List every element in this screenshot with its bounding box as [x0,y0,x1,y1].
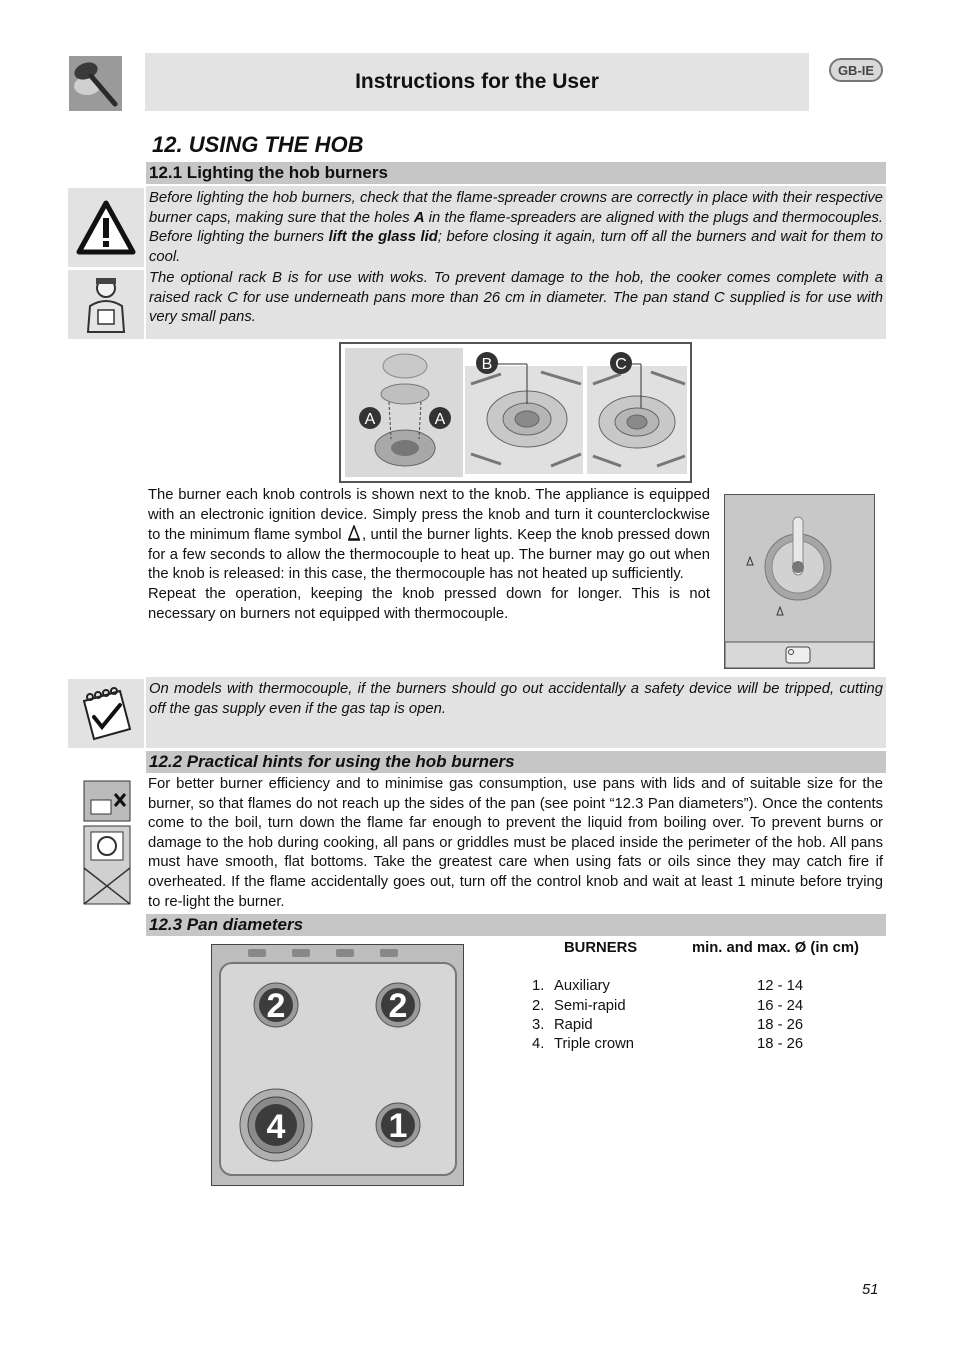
header-bar [145,53,809,111]
notepad-check-icon [76,685,136,743]
technician-icon-box [68,270,144,339]
label-c: C [615,356,627,373]
hob-diagram [211,944,464,1186]
hob-label-1: 2 [266,987,286,1025]
warning-text: Before lighting the hob burners, check that the flame-spreader crowns are correctly in place with their respective burner caps, making sure that the holes A in the flame-spreaders are aligned with the plugs and thermocouples. Before lighting the burners lift the glass lid; before closing it again, turn off all the burners and wait for them to cool. [146,186,886,267]
min-flame-symbol-icon [347,525,361,541]
hints-text: For better burner efficiency and to minimise gas consumption, use pans with lids and of suitable size for the burner, so that flames do not reach up the sides of the pan (see point “12.3 Pan diameters”). Once the contents come to the boil, turn down the flame far enough to prevent the liquid from boiling over. To prevent burns or damage to the hob during cooking, all pans or griddles must be placed inside the perimeter of the hob. All pans must have smooth, flat bottoms. Take the greatest care when using fats or oils since they may catch fire if overheated. If the flame accidentally goes out, turn off the control knob and wait at least 1 minute before trying to re-light the burner. [148,776,883,910]
note-icon-box [68,679,144,748]
hob-label-2: 2 [388,987,408,1025]
header-title: Instructions for the User [355,70,599,93]
chef-spoon-logo-icon [69,56,122,111]
burner-name: Rapid [554,1017,593,1033]
burner-name: Triple crown [554,1036,635,1052]
burner-name: Semi-rapid [554,998,626,1014]
col-burners: BURNERS [564,940,638,956]
table-row: 1. [532,978,545,994]
warning-triangle-icon [76,200,136,256]
control-knob-figure [724,494,875,669]
burner-name: Auxiliary [554,978,610,994]
burner-range: 16 - 24 [757,998,804,1014]
col-range: min. and max. Ø (in cm) [692,940,859,956]
heading-12-2: 12.2 Practical hints for using the hob burners [146,751,886,773]
label-b: B [481,356,493,373]
tip-text: The optional rack B is for use with woks. To prevent damage to the hob, the cooker comes complete with a raised rack C for use underneath pans more than 26 cm in diameter. The pan stand C supplied is for use with very small pans. [146,266,886,339]
thermocouple-note: On models with thermocouple, if the burners should go out accidentally a safety device will be tripped, cutting off the gas supply even if the gas tap is open. [146,677,886,748]
label-a-left: A [364,411,376,428]
burner-assembly-figure [339,342,692,483]
table-row: 2. [532,998,545,1014]
heading-12-3: 12.3 Pan diameters [146,914,886,936]
label-a-right: A [434,411,446,428]
table-row: 3. [532,1017,545,1033]
pan-hints-icon [81,778,133,906]
page-number: 51 [862,1282,879,1298]
burner-range: 12 - 14 [757,978,804,994]
burner-range: 18 - 26 [757,1036,804,1052]
lighting-instructions: The burner each knob controls is shown next to the knob. The appliance is equipped with an electronic ignition device. Simply press the knob and turn it counterclockwise to the minimum flame symbol , until the burner lights. Keep the knob pressed down for a few seconds to allow the thermocouple to heat up. The burner may go out when the knob is released: in this case, the thermocouple has not heated up sufficiently. Repeat the operation, keeping the knob pressed down for longer. This is not necessary on burners not equipped with thermocouple. [148,487,711,622]
hob-label-3: 4 [266,1108,286,1146]
warning-icon-box [68,188,144,267]
hints-icon-box [80,778,134,908]
section-title: 12. USING THE HOB [152,132,364,157]
heading-12-1: 12.1 Lighting the hob burners [146,162,886,184]
locale-badge: GB-IE [829,58,883,82]
hob-label-4: 1 [388,1107,408,1145]
burner-range: 18 - 26 [757,1017,804,1033]
technician-icon [76,274,136,336]
table-row: 4. [532,1036,545,1052]
